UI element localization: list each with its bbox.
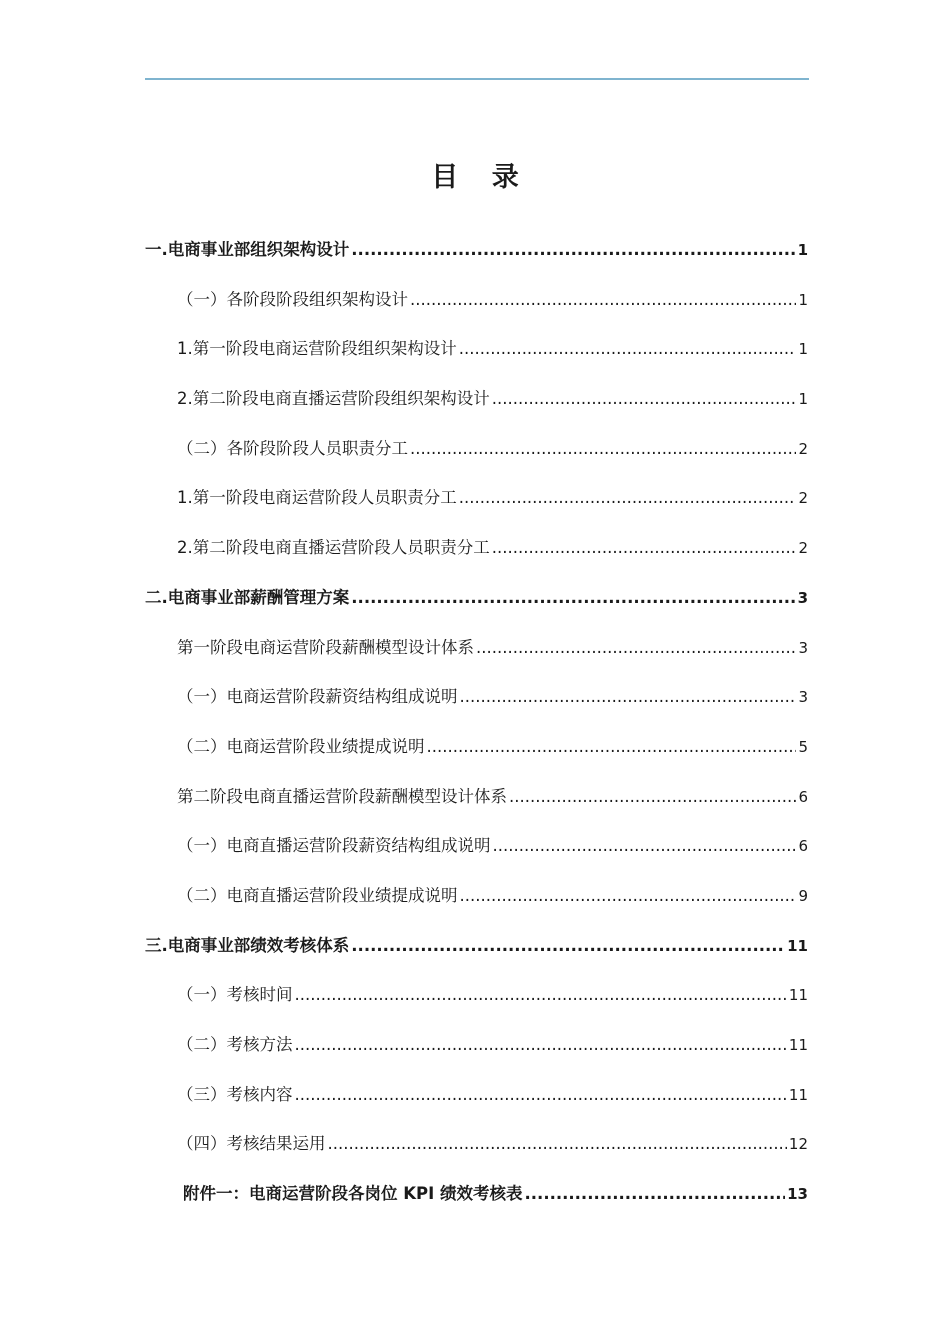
toc-page-number: 12 (788, 1135, 808, 1154)
toc-entry[interactable] (145, 1075, 808, 1125)
toc-dot-leader (295, 1025, 787, 1065)
toc-entry[interactable] (145, 826, 808, 876)
toc-dot-leader (492, 528, 797, 568)
toc-dot-leader (492, 379, 797, 419)
toc-entry[interactable] (145, 876, 808, 926)
toc-page-number: 2 (798, 489, 808, 508)
toc-entry-label: （二）考核方法 (177, 1035, 293, 1054)
toc-dot-leader (410, 429, 796, 469)
toc-dot-leader (476, 628, 796, 668)
toc-page-number: 13 (787, 1185, 808, 1204)
toc-dot-leader (460, 876, 797, 916)
toc-entry[interactable] (145, 1174, 808, 1224)
toc-entry-label: （二）电商运营阶段业绩提成说明 (177, 736, 425, 756)
toc-page-number: 6 (798, 787, 808, 806)
toc-entry[interactable] (145, 230, 808, 280)
toc-dot-leader (410, 280, 796, 320)
toc-entry[interactable] (145, 578, 808, 628)
toc-page-number: 6 (798, 837, 808, 856)
toc-entry-label: 三.电商事业部绩效考核体系 (145, 935, 350, 955)
toc-entry-label: 第一阶段电商运营阶段薪酬模型设计体系 (177, 637, 474, 657)
toc-page-number: 11 (788, 986, 808, 1005)
toc-entry-label: （四）考核结果运用 (177, 1134, 326, 1154)
toc-entry-label: （一）各阶段阶段组织架构设计 (177, 289, 408, 309)
toc-entry[interactable] (145, 1025, 808, 1075)
toc-page-number: 11 (788, 1036, 808, 1054)
toc-entry[interactable] (145, 975, 808, 1025)
toc-entry[interactable] (145, 677, 808, 727)
toc-page-number: 1 (798, 290, 808, 309)
toc-page-number: 3 (797, 588, 808, 607)
toc-entry[interactable] (145, 628, 808, 678)
toc-entry-label: 附件一：电商运营阶段各岗位 KPI 绩效考核表 (183, 1184, 523, 1204)
toc-entry-label: 2.第二阶段电商直播运营阶段人员职责分工 (177, 538, 490, 558)
toc-dot-leader (460, 677, 797, 717)
toc-page-number: 1 (798, 340, 808, 359)
toc-entry-label: （一）考核时间 (177, 985, 293, 1005)
toc-page-number: 9 (798, 886, 808, 905)
toc-page-number: 3 (798, 638, 808, 657)
toc-dot-leader (459, 329, 797, 369)
toc-dot-leader (351, 230, 795, 270)
toc-entry-label: 1.第一阶段电商运营阶段组织架构设计 (177, 339, 457, 359)
toc-page-number: 2 (798, 439, 808, 458)
header-rule (145, 78, 809, 80)
toc-dot-leader (459, 478, 797, 518)
toc-entry-label: 2.第二阶段电商直播运营阶段组织架构设计 (177, 389, 490, 409)
toc-page-number: 11 (788, 1085, 808, 1104)
toc-page-number: 1 (797, 241, 808, 259)
toc-dot-leader (493, 826, 797, 866)
toc-entry[interactable] (145, 727, 808, 777)
toc-page-number: 11 (787, 936, 808, 955)
toc-dot-leader (295, 975, 787, 1015)
toc-entry[interactable] (145, 429, 808, 479)
toc-dot-leader (427, 727, 797, 767)
toc-entry-label: （一）电商直播运营阶段薪资结构组成说明 (177, 836, 491, 856)
toc-entry-label: （二）各阶段阶段人员职责分工 (177, 438, 408, 458)
toc-entry-label: （一）电商运营阶段薪资结构组成说明 (177, 687, 458, 707)
toc-entry[interactable] (145, 478, 808, 528)
page-title: 目 录 (431, 162, 531, 193)
toc-entry[interactable] (145, 379, 808, 429)
toc-dot-leader (295, 1075, 787, 1115)
toc-page-number: 2 (798, 539, 808, 558)
toc-entry-label: 1.第一阶段电商运营阶段人员职责分工 (177, 488, 457, 508)
toc-entry-label: 一.电商事业部组织架构设计 (145, 240, 350, 259)
toc-entry[interactable] (145, 280, 808, 330)
toc-entry[interactable] (145, 1124, 808, 1174)
toc-dot-leader (509, 777, 796, 817)
toc-entry[interactable] (145, 528, 808, 578)
toc-entry-label: 二.电商事业部薪酬管理方案 (145, 587, 350, 607)
toc-dot-leader (351, 926, 785, 966)
toc-page-number: 1 (798, 390, 808, 409)
toc-entry-label: （三）考核内容 (177, 1084, 293, 1104)
toc-entry-label: 第二阶段电商直播运营阶段薪酬模型设计体系 (177, 786, 507, 806)
toc-entry[interactable] (145, 926, 808, 976)
toc-dot-leader (328, 1124, 787, 1164)
toc-entry-label: （二）电商直播运营阶段业绩提成说明 (177, 885, 458, 905)
toc-page-number: 5 (798, 737, 808, 756)
toc-page-number: 3 (798, 688, 808, 707)
table-of-contents (145, 230, 808, 1224)
toc-dot-leader (351, 578, 795, 618)
toc-entry[interactable] (145, 329, 808, 379)
toc-entry[interactable] (145, 777, 808, 827)
toc-dot-leader (525, 1174, 786, 1214)
